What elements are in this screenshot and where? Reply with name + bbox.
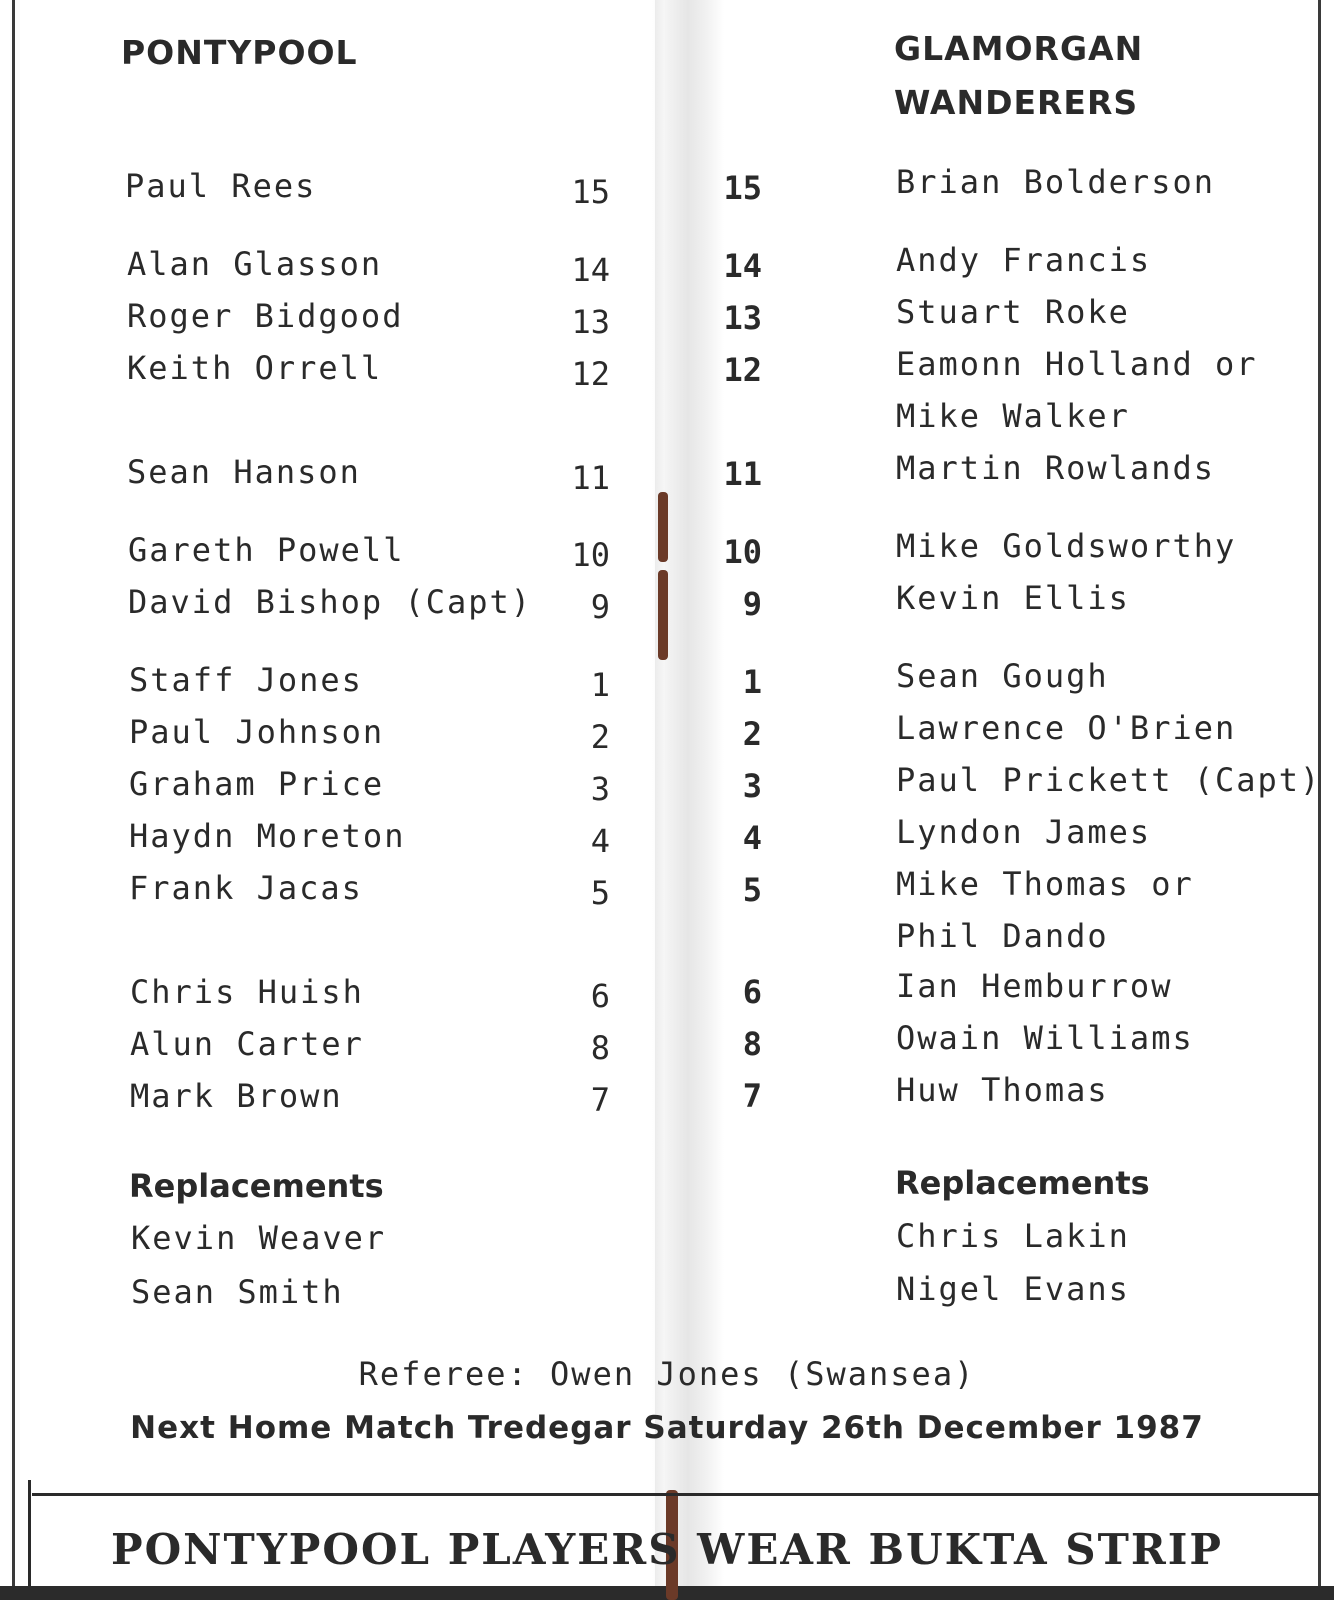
- home-player-number: 5: [590, 874, 610, 912]
- away-player-name: Sean Gough: [896, 657, 1109, 695]
- sponsor-footer: PONTYPOOL PLAYERS WEAR BUKTA STRIP: [111, 1525, 1223, 1574]
- next-home-match: Next Home Match Tredegar Saturday 26th December 1987: [130, 1410, 1204, 1446]
- referee-line: Referee: Owen Jones (Swansea): [358, 1355, 976, 1393]
- away-player-number: 9: [742, 585, 762, 623]
- home-player-number: 3: [590, 770, 610, 808]
- home-replacement: Sean Smith: [131, 1273, 344, 1311]
- home-player-number: 13: [571, 303, 610, 341]
- away-player-number: 4: [742, 819, 762, 857]
- away-player-name-alt: Mike Walker: [896, 397, 1130, 435]
- away-player-number: 6: [742, 973, 762, 1011]
- staple: [658, 570, 668, 660]
- away-replacement: Chris Lakin: [896, 1217, 1130, 1255]
- away-player-name: Mike Goldsworthy: [896, 527, 1237, 565]
- away-player-number: 13: [723, 299, 762, 337]
- away-player-number: 1: [742, 663, 762, 701]
- away-replacements-heading: Replacements: [895, 1164, 1150, 1202]
- home-player-name: Mark Brown: [130, 1077, 343, 1115]
- away-player-name: Lawrence O'Brien: [896, 709, 1237, 747]
- home-player-number: 11: [571, 459, 610, 497]
- away-player-name-alt: Phil Dando: [896, 917, 1109, 955]
- away-player-name: Ian Hemburrow: [896, 967, 1173, 1005]
- away-player-name: Huw Thomas: [896, 1071, 1109, 1109]
- footer-rule: [32, 1493, 1320, 1496]
- home-player-name: Paul Rees: [125, 167, 317, 205]
- home-player-number: 2: [590, 718, 610, 756]
- home-player-name: Chris Huish: [130, 973, 364, 1011]
- home-player-name: Sean Hanson: [127, 453, 361, 491]
- away-player-number: 14: [723, 247, 762, 285]
- away-player-name: Martin Rowlands: [896, 449, 1215, 487]
- home-player-number: 12: [571, 355, 610, 393]
- home-player-name: Roger Bidgood: [127, 297, 404, 335]
- home-player-number: 6: [590, 977, 610, 1015]
- away-player-number: 8: [742, 1025, 762, 1063]
- away-player-name: Mike Thomas or: [896, 865, 1194, 903]
- away-player-name: Kevin Ellis: [896, 579, 1130, 617]
- home-team-title: PONTYPOOL: [121, 33, 358, 72]
- home-player-name: Staff Jones: [129, 661, 363, 699]
- away-player-number: 15: [723, 169, 762, 207]
- home-player-number: 8: [590, 1029, 610, 1067]
- home-player-number: 1: [590, 666, 610, 704]
- home-player-name: Paul Johnson: [129, 713, 385, 751]
- away-player-name: Stuart Roke: [896, 293, 1130, 331]
- staple: [658, 492, 668, 562]
- away-player-number: 2: [742, 715, 762, 753]
- home-player-name: Alan Glasson: [127, 245, 383, 283]
- away-replacement: Nigel Evans: [896, 1270, 1130, 1308]
- home-player-name: Frank Jacas: [129, 869, 363, 907]
- home-player-number: 7: [590, 1081, 610, 1119]
- away-player-number: 12: [723, 351, 762, 389]
- home-player-number: 15: [571, 173, 610, 211]
- home-player-name: David Bishop (Capt): [128, 583, 533, 621]
- home-replacements-heading: Replacements: [129, 1167, 384, 1205]
- home-player-name: Graham Price: [129, 765, 385, 803]
- home-player-name: Gareth Powell: [128, 531, 405, 569]
- away-player-number: 11: [723, 455, 762, 493]
- away-player-name: Paul Prickett (Capt): [896, 761, 1322, 799]
- away-player-name: Owain Williams: [896, 1019, 1194, 1057]
- away-team-title-line2: WANDERERS: [894, 83, 1139, 122]
- away-player-name: Andy Francis: [896, 241, 1152, 279]
- home-player-name: Haydn Moreton: [129, 817, 406, 855]
- away-player-number: 3: [742, 767, 762, 805]
- away-player-name: Brian Bolderson: [896, 163, 1215, 201]
- home-player-number: 14: [571, 251, 610, 289]
- home-replacement: Kevin Weaver: [131, 1219, 387, 1257]
- home-player-name: Keith Orrell: [127, 349, 383, 387]
- home-player-number: 4: [590, 822, 610, 860]
- away-player-number: 5: [742, 871, 762, 909]
- away-player-name: Eamonn Holland or: [896, 345, 1258, 383]
- away-player-number: 7: [742, 1077, 762, 1115]
- away-player-name: Lyndon James: [896, 813, 1152, 851]
- home-player-number: 10: [571, 536, 610, 574]
- away-player-number: 10: [723, 533, 762, 571]
- home-player-number: 9: [590, 588, 610, 626]
- away-team-title-line1: GLAMORGAN: [894, 29, 1144, 68]
- home-player-name: Alun Carter: [130, 1025, 364, 1063]
